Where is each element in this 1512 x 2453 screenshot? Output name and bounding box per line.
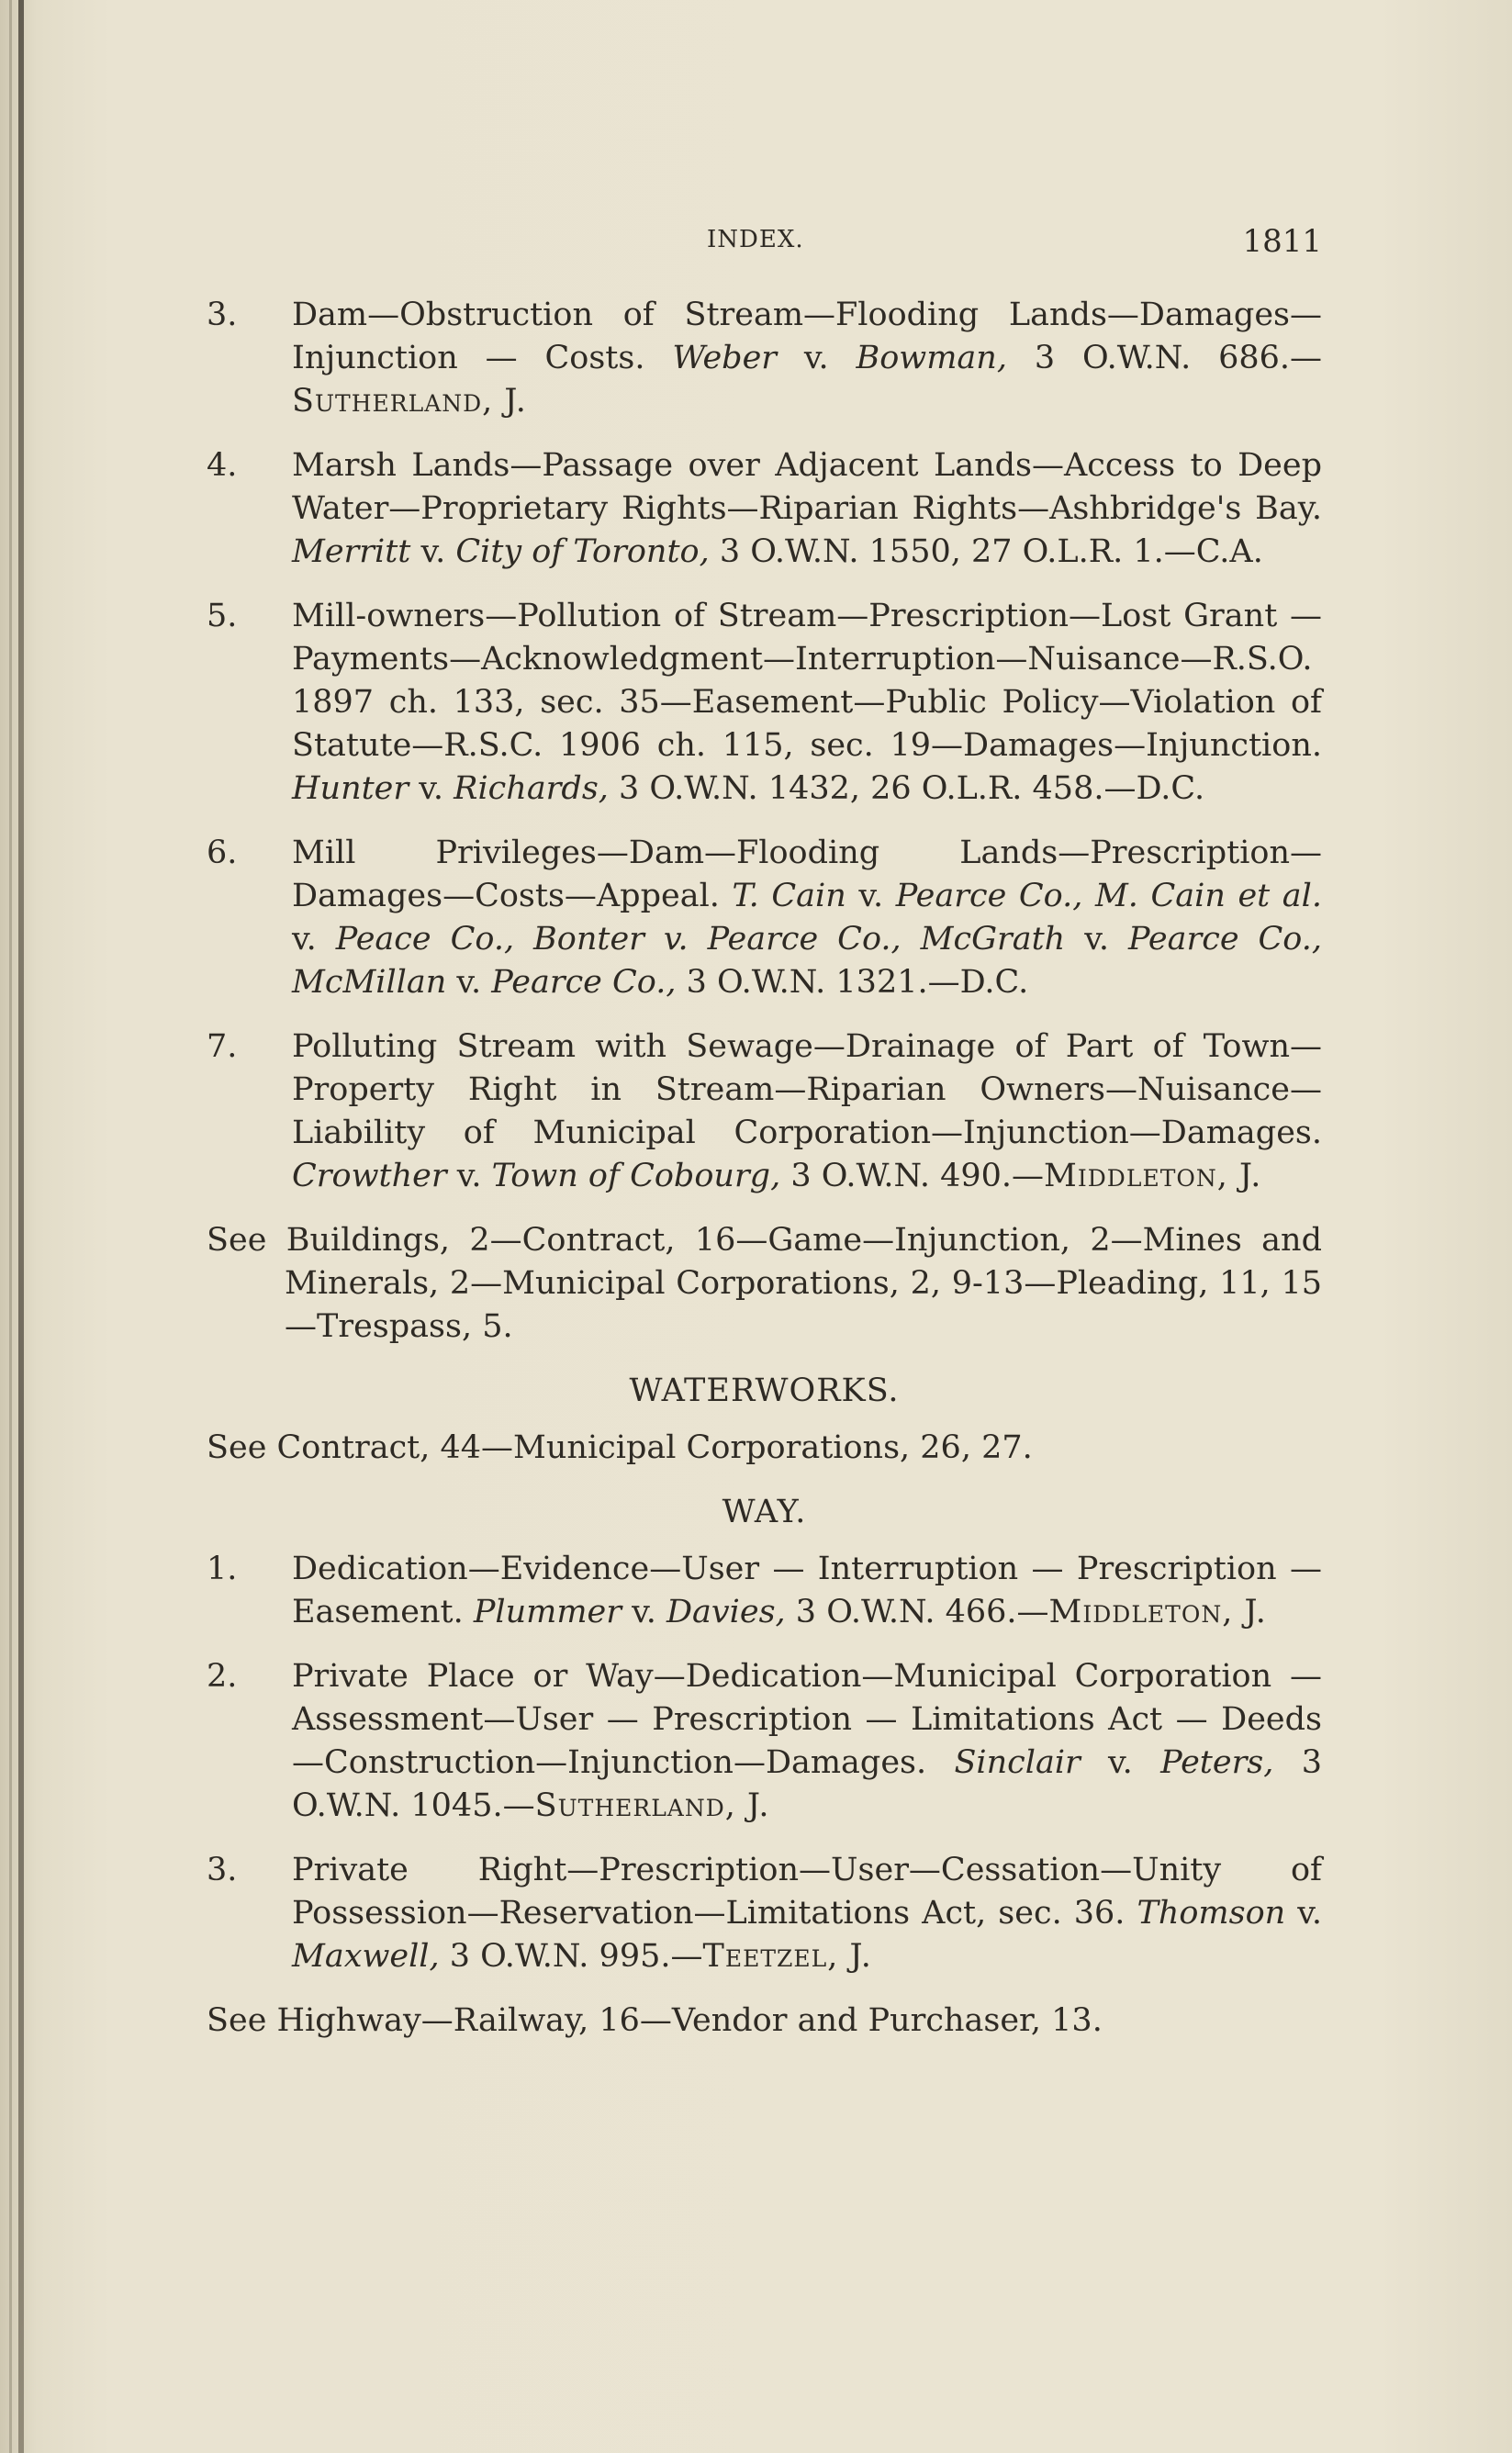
- entry-number: 7.: [207, 1028, 238, 1065]
- case-name: Pearce Co., M. Cain et al.: [895, 878, 1322, 914]
- case-name: Sinclair: [954, 1744, 1081, 1781]
- versus: v.: [1065, 921, 1128, 958]
- entry-number: 5.: [207, 598, 238, 634]
- entry-text: Private Right—Prescription—User—Cessation—Unity of Possession—Reservation—Limitations Act, sec. 36.: [292, 1852, 1322, 1932]
- case-name: Thomson: [1137, 1895, 1286, 1932]
- citation: 3 O.W.N. 995.—: [439, 1938, 703, 1975]
- case-name: Maxwell,: [292, 1938, 440, 1975]
- judge: Teetzel, J.: [702, 1938, 872, 1975]
- entry-number: 4.: [207, 447, 238, 484]
- entry-number: 3.: [207, 297, 238, 333]
- case-name: Plummer: [473, 1594, 622, 1630]
- versus: v.: [1285, 1895, 1322, 1932]
- case-name: Merritt: [292, 533, 411, 570]
- case-name: Town of Cobourg,: [491, 1158, 781, 1194]
- section-heading-waterworks: WATERWORKS.: [629, 1372, 900, 1409]
- section-heading-way: WAY.: [722, 1494, 807, 1530]
- entry-text: Private Place or Way—Dedication—Municipal Corporation —Assessment—User — Prescription — Limitations Act — Deeds—Construction—Injunction—Damages.: [292, 1658, 1322, 1781]
- entry-text: Marsh Lands—Passage over Adjacent Lands—Access to Deep Water—Proprietary Rights—Riparian Rights—Ashbridge's Bay.: [292, 447, 1322, 527]
- entry-text: Dam—Obstruction of Stream—Flooding Lands—Damages—Injunction — Costs.: [292, 297, 1322, 376]
- index-entry: [207, 832, 1322, 1004]
- versus: v.: [409, 770, 454, 807]
- entry-text: Dedication—Evidence—User — Interruption — Prescription —Easement.: [292, 1551, 1322, 1630]
- versus: v.: [292, 921, 336, 958]
- judge: Sutherland, J.: [534, 1787, 770, 1824]
- entry-number: 1.: [207, 1551, 238, 1587]
- judge: Middleton, J.: [1044, 1158, 1262, 1194]
- binding-edge: [9, 0, 12, 2453]
- running-head: INDEX.: [707, 226, 804, 253]
- entry-number: 2.: [207, 1658, 238, 1695]
- case-name: Crowther: [292, 1158, 447, 1194]
- page-number: 1811: [1242, 223, 1322, 260]
- index-entry: [207, 444, 1322, 574]
- index-entry: [207, 294, 1322, 423]
- case-name: Hunter: [292, 770, 409, 807]
- case-name: T. Cain: [732, 878, 846, 914]
- citation: 3 O.W.N. 1550, 27 O.L.R. 1.—C.A.: [709, 533, 1263, 570]
- case-name: City of Toronto,: [455, 533, 710, 570]
- case-name: Pearce Co.,: [491, 964, 677, 1001]
- judge: Middleton, J.: [1048, 1594, 1267, 1630]
- case-name: Pearce Co., McMillan: [292, 921, 1323, 1001]
- see-also: See Buildings, 2—Contract, 16—Game—Injunction, 2—Mines and Minerals, 2—Municipal Corporations, 2, 9-13—Pleading, 11, 15—Trespass, 5.: [207, 1222, 1322, 1345]
- versus: v.: [621, 1594, 666, 1630]
- citation: 3 O.W.N. 1321.—D.C.: [676, 964, 1029, 1001]
- case-name: Peace Co., Bonter v. Pearce Co., McGrath: [335, 921, 1066, 958]
- binding-shadow: [18, 0, 24, 2453]
- index-entry: [207, 1548, 1322, 1634]
- versus: v.: [846, 878, 896, 914]
- versus: v.: [410, 533, 456, 570]
- case-name: Bowman,: [856, 340, 1007, 376]
- entry-number: 6.: [207, 834, 238, 871]
- versus: v.: [777, 340, 857, 376]
- entry-text: Polluting Stream with Sewage—Drainage of Part of Town—Property Right in Stream—Riparian Owners—Nuisance—Liability of Municipal Corporation—Injunction—Damages.: [292, 1028, 1322, 1151]
- index-entry: [207, 1025, 1322, 1198]
- case-name: Davies,: [666, 1594, 786, 1630]
- entry-text: Mill Privileges—Dam—Flooding Lands—Prescription—Damages—Costs—Appeal.: [292, 834, 1322, 914]
- index-entry: [207, 1849, 1322, 1978]
- citation: 3 O.W.N. 466.—: [785, 1594, 1049, 1630]
- entry-text: Mill-owners—Pollution of Stream—Prescription—Lost Grant —Payments—Acknowledgment—Interruption—Nuisance—R.S.O. 1897 ch. 133, sec. 35—Easement—Public Policy—Violation of Statute—R.S.C. 1906 ch. 115, sec. 19—Damages—Injunction.: [292, 598, 1322, 764]
- versus: v.: [446, 1158, 492, 1194]
- see-also: See Contract, 44—Municipal Corporations, 26, 27.: [207, 1429, 1033, 1466]
- index-entry: [207, 1655, 1322, 1828]
- citation: 3 O.W.N. 686.—: [1006, 340, 1323, 376]
- case-name: Richards,: [454, 770, 609, 807]
- citation: 3 O.W.N. 1432, 26 O.L.R. 458.—D.C.: [608, 770, 1205, 807]
- case-name: Weber: [672, 340, 778, 376]
- index-content: [207, 294, 1322, 2064]
- case-name: Peters,: [1160, 1744, 1274, 1781]
- index-entry: [207, 595, 1322, 811]
- judge: Sutherland, J.: [292, 383, 527, 420]
- versus: v.: [1080, 1744, 1161, 1781]
- versus: v.: [446, 964, 492, 1001]
- entry-number: 3.: [207, 1852, 238, 1888]
- citation: 3 O.W.N. 490.—: [780, 1158, 1045, 1194]
- citation: 3 O.W.N. 1045.—: [292, 1744, 1322, 1824]
- see-also: See Highway—Railway, 16—Vendor and Purchaser, 13.: [207, 2002, 1103, 2039]
- page-header: [207, 223, 1322, 260]
